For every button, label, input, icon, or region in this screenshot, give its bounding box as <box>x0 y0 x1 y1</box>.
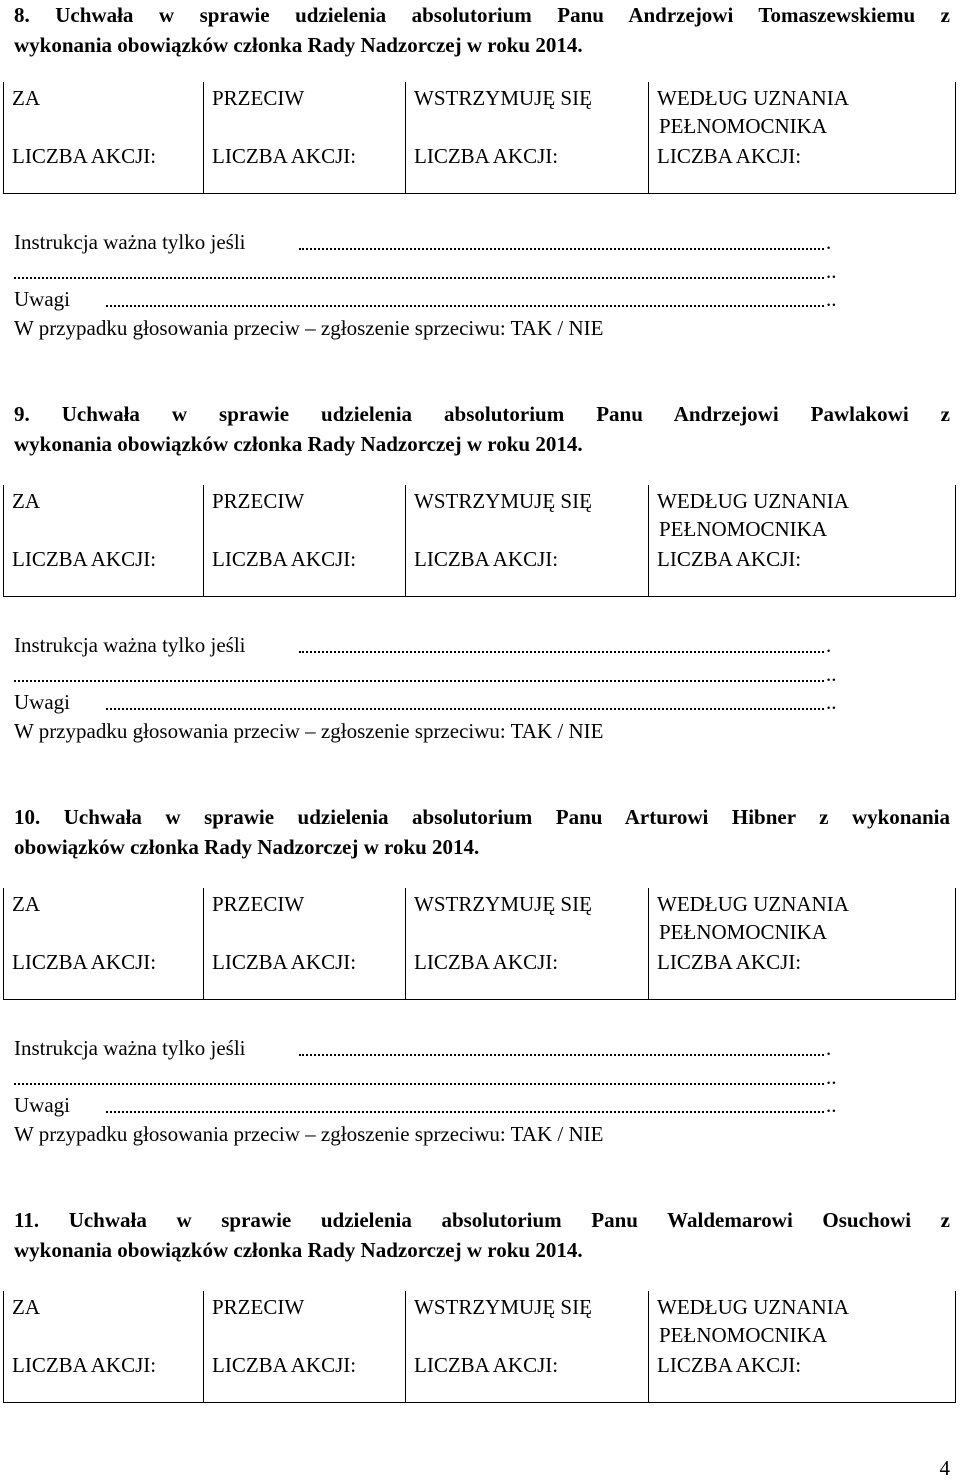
instruction-label: Instrukcja ważna tylko jeśli <box>14 230 246 254</box>
vote-discretion-label-1: WEDŁUG UZNANIA <box>657 86 849 110</box>
resolution-heading-line1: 9. Uchwała w sprawie udzielenia absolutorium Panu Andrzejowi Pawlakowi z <box>14 402 950 426</box>
shares-label: LICZBA AKCJI: <box>414 950 559 974</box>
instruction-dots[interactable] <box>299 631 824 653</box>
shares-label: LICZBA AKCJI: <box>212 1353 357 1377</box>
resolution-heading-line2: wykonania obowiązków członka Rady Nadzorczej w roku 2014. <box>14 1238 583 1262</box>
instruction-line: Instrukcja ważna tylko jeśli . <box>14 230 832 254</box>
resolution-heading-line2: wykonania obowiązków członka Rady Nadzorczej w roku 2014. <box>14 33 583 57</box>
instruction-continuation: .. <box>14 1063 950 1092</box>
shares-label: LICZBA AKCJI: <box>12 144 157 168</box>
vote-abstain-label: WSTRZYMUJĘ SIĘ <box>414 86 592 110</box>
resolution-heading <box>14 0 950 60</box>
instruction-line: Instrukcja ważna tylko jeśli . <box>14 633 832 657</box>
shares-label: LICZBA AKCJI: <box>212 950 357 974</box>
remarks-dots[interactable] <box>106 688 824 710</box>
shares-label: LICZBA AKCJI: <box>414 547 559 571</box>
instruction-continuation: .. <box>14 660 950 689</box>
shares-label: LICZBA AKCJI: <box>12 950 157 974</box>
vote-for-cell[interactable] <box>4 485 204 597</box>
objection-line[interactable]: W przypadku głosowania przeciw – zgłoszenie sprzeciwu: TAK / NIE <box>14 1121 604 1146</box>
objection-line[interactable]: W przypadku głosowania przeciw – zgłoszenie sprzeciwu: TAK / NIE <box>14 315 604 340</box>
vote-discretion-label-2: PEŁNOMOCNIKA <box>659 920 827 944</box>
vote-discretion-label-2: PEŁNOMOCNIKA <box>659 114 827 138</box>
remarks-line: Uwagi .. <box>14 287 837 311</box>
vote-discretion-label-1: WEDŁUG UZNANIA <box>657 1295 849 1319</box>
instruction-line: Instrukcja ważna tylko jeśli . <box>14 1036 832 1060</box>
instructions-block <box>14 1034 950 1148</box>
vote-abstain-cell[interactable] <box>406 82 649 194</box>
vote-against-cell[interactable] <box>204 82 406 194</box>
shares-label: LICZBA AKCJI: <box>212 144 357 168</box>
shares-label: LICZBA AKCJI: <box>12 547 157 571</box>
vote-abstain-label: WSTRZYMUJĘ SIĘ <box>414 892 592 916</box>
vote-for-label: ZA <box>12 489 40 513</box>
vote-for-cell[interactable] <box>4 1291 204 1403</box>
instruction-label: Instrukcja ważna tylko jeśli <box>14 633 246 657</box>
instruction-dots[interactable] <box>299 1034 824 1056</box>
vote-against-cell[interactable] <box>204 888 406 1000</box>
shares-label: LICZBA AKCJI: <box>212 547 357 571</box>
resolution-heading-line1: 8. Uchwała w sprawie udzielenia absolutorium Panu Andrzejowi Tomaszewskiemu z <box>14 3 950 27</box>
vote-for-cell[interactable] <box>4 888 204 1000</box>
vote-against-cell[interactable] <box>204 485 406 597</box>
remarks-dots[interactable] <box>106 285 824 307</box>
resolution-heading-line2: wykonania obowiązków członka Rady Nadzorczej w roku 2014. <box>14 432 583 456</box>
vote-against-label: PRZECIW <box>212 1295 305 1319</box>
vote-discretion-label-2: PEŁNOMOCNIKA <box>659 1323 827 1347</box>
vote-table <box>3 82 956 194</box>
shares-label: LICZBA AKCJI: <box>12 1353 157 1377</box>
shares-label: LICZBA AKCJI: <box>657 144 802 168</box>
vote-abstain-label: WSTRZYMUJĘ SIĘ <box>414 1295 592 1319</box>
remarks-label: Uwagi <box>14 690 70 714</box>
resolution-heading <box>14 1205 950 1265</box>
vote-abstain-label: WSTRZYMUJĘ SIĘ <box>414 489 592 513</box>
vote-table <box>3 1291 956 1403</box>
resolution-heading <box>14 802 950 862</box>
shares-label: LICZBA AKCJI: <box>657 547 802 571</box>
vote-for-label: ZA <box>12 1295 40 1319</box>
vote-against-label: PRZECIW <box>212 489 305 513</box>
remarks-dots[interactable] <box>106 1091 824 1113</box>
page-number: 4 <box>939 1456 950 1480</box>
vote-for-label: ZA <box>12 86 40 110</box>
vote-against-label: PRZECIW <box>212 86 305 110</box>
resolution-heading-line2: obowiązków członka Rady Nadzorczej w roku 2014. <box>14 835 480 859</box>
vote-table <box>3 485 956 597</box>
instruction-label: Instrukcja ważna tylko jeśli <box>14 1036 246 1060</box>
vote-against-label: PRZECIW <box>212 892 305 916</box>
vote-discretion-cell[interactable] <box>649 485 956 597</box>
resolution-heading-line1: 10. Uchwała w sprawie udzielenia absolutorium Panu Arturowi Hibner z wykonania <box>14 805 950 829</box>
remarks-line: Uwagi .. <box>14 690 837 714</box>
vote-abstain-cell[interactable] <box>406 888 649 1000</box>
vote-against-cell[interactable] <box>204 1291 406 1403</box>
instruction-dots[interactable] <box>299 228 824 250</box>
vote-discretion-label-1: WEDŁUG UZNANIA <box>657 489 849 513</box>
remarks-label: Uwagi <box>14 287 70 311</box>
continuation-dots[interactable] <box>14 660 824 682</box>
vote-abstain-cell[interactable] <box>406 1291 649 1403</box>
continuation-dots[interactable] <box>14 257 824 279</box>
instruction-continuation: .. <box>14 257 950 286</box>
resolution-heading-line1: 11. Uchwała w sprawie udzielenia absolutorium Panu Waldemarowi Osuchowi z <box>14 1208 950 1232</box>
remarks-label: Uwagi <box>14 1093 70 1117</box>
shares-label: LICZBA AKCJI: <box>414 1353 559 1377</box>
vote-for-label: ZA <box>12 892 40 916</box>
vote-for-cell[interactable] <box>4 82 204 194</box>
resolution-heading <box>14 399 950 459</box>
vote-discretion-cell[interactable] <box>649 1291 956 1403</box>
vote-discretion-cell[interactable] <box>649 888 956 1000</box>
instructions-block <box>14 228 950 342</box>
continuation-dots[interactable] <box>14 1063 824 1085</box>
objection-line[interactable]: W przypadku głosowania przeciw – zgłoszenie sprzeciwu: TAK / NIE <box>14 718 604 743</box>
shares-label: LICZBA AKCJI: <box>657 1353 802 1377</box>
vote-table <box>3 888 956 1000</box>
vote-abstain-cell[interactable] <box>406 485 649 597</box>
shares-label: LICZBA AKCJI: <box>657 950 802 974</box>
vote-discretion-label-1: WEDŁUG UZNANIA <box>657 892 849 916</box>
vote-discretion-cell[interactable] <box>649 82 956 194</box>
vote-discretion-label-2: PEŁNOMOCNIKA <box>659 517 827 541</box>
shares-label: LICZBA AKCJI: <box>414 144 559 168</box>
instructions-block <box>14 631 950 745</box>
remarks-line: Uwagi .. <box>14 1093 837 1117</box>
